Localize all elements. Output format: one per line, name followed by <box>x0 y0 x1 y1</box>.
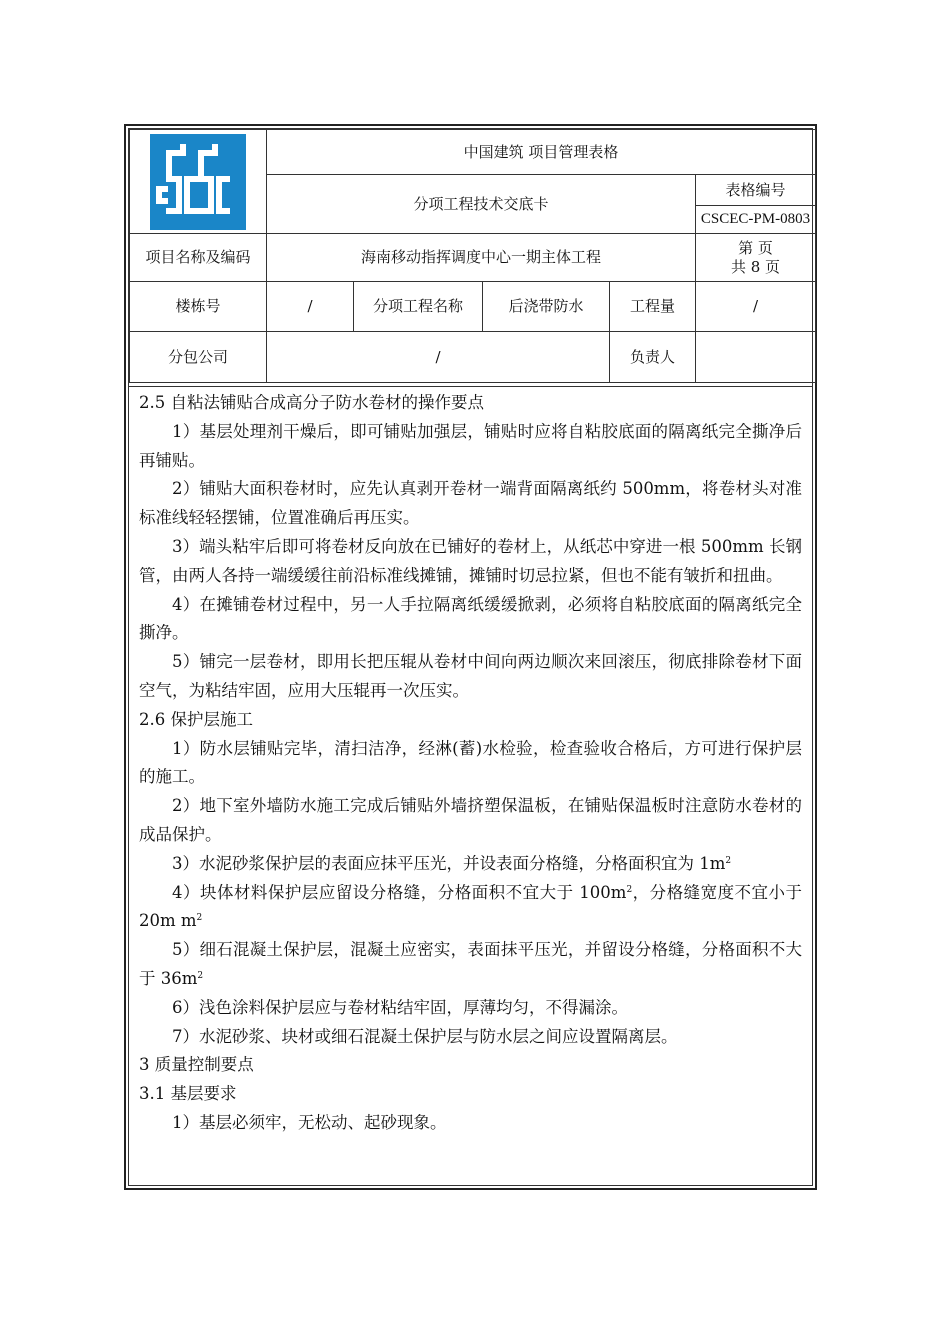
form-number: CSCEC-PM-0803 <box>696 206 816 234</box>
page-info <box>696 234 816 282</box>
project-value: 海南移动指挥调度中心一期主体工程 <box>267 234 696 282</box>
heading-2-5: 2.5 自粘法铺贴合成高分子防水卷材的操作要点 <box>139 393 484 412</box>
content-body <box>129 386 812 1185</box>
building-value: / <box>267 282 354 332</box>
quantity-label: 工程量 <box>610 282 696 332</box>
quantity-value: / <box>696 282 816 332</box>
header-table <box>129 129 816 383</box>
form-inner <box>128 128 813 1186</box>
paragraph-text: 4）块体材料保护层应留设分格缝，分格面积不宜大于 100m <box>172 882 627 902</box>
cscec-logo-icon <box>155 139 241 225</box>
cscec-logo <box>150 134 246 230</box>
company-form-title: 中国建筑 项目管理表格 <box>267 130 816 175</box>
logo-cell <box>130 130 267 234</box>
paragraph: 4）在摊铺卷材过程中，另一人手拉隔离纸缓缓掀剥，必须将自粘胶底面的隔离纸完全撕净。 <box>139 594 802 643</box>
form-frame <box>124 124 817 1190</box>
person-label: 负责人 <box>610 332 696 383</box>
superscript: 2 <box>197 970 204 981</box>
subcontractor-value: / <box>267 332 610 383</box>
paragraph: 7）水泥砂浆、块材或细石混凝土保护层与防水层之间应设置隔离层。 <box>172 1026 678 1046</box>
subcontractor-label: 分包公司 <box>130 332 267 383</box>
paragraph: 1）防水层铺贴完毕，清扫洁净，经淋(蓄)水检验，检查验收合格后，方可进行保护层的施工。 <box>139 738 802 787</box>
page-label: 第 页 <box>738 238 773 257</box>
paragraph: 1）基层必须牢，无松动、起砂现象。 <box>172 1112 447 1132</box>
heading-3: 3 质量控制要点 <box>139 1055 254 1075</box>
heading-3-1: 3.1 基层要求 <box>139 1084 237 1104</box>
paragraph: 1）基层处理剂干燥后，即可铺贴加强层，铺贴时应将自粘胶底面的隔离纸完全撕净后再铺贴。 <box>139 421 802 470</box>
heading-2-6: 2.6 保护层施工 <box>139 709 253 729</box>
paragraph-text: 5）细石混凝土保护层，混凝土应密实，表面抹平压光，并留设分格缝，分格面积不大于 36m <box>139 940 802 988</box>
subitem-label: 分项工程名称 <box>354 282 483 332</box>
project-label: 项目名称及编码 <box>130 234 267 282</box>
paragraph: 3）端头粘牢后即可将卷材反向放在已铺好的卷材上，从纸芯中穿进一根 500mm 长钢管，由两人各持一端缓缓往前沿标准线摊铺，摊铺时切忌拉紧，但也不能有皱折和扭曲。 <box>139 536 802 585</box>
superscript: 2 <box>196 913 203 924</box>
paragraph: 2）地下室外墙防水施工完成后铺贴外墙挤塑保温板，在铺贴保温板时注意防水卷材的成品保护。 <box>139 796 802 844</box>
building-label: 楼栋号 <box>130 282 267 332</box>
person-value <box>696 332 816 383</box>
paragraph <box>139 879 802 937</box>
superscript: 2 <box>626 884 633 895</box>
page-total: 共 8 页 <box>730 257 781 276</box>
paragraph <box>139 936 802 994</box>
form-name: 分项工程技术交底卡 <box>267 175 696 234</box>
paragraph: 6）浅色涂料保护层应与卷材粘结牢固，厚薄均匀，不得漏涂。 <box>172 997 628 1017</box>
subitem-value: 后浇带防水 <box>483 282 610 332</box>
form-number-label: 表格编号 <box>696 175 816 206</box>
paragraph: 2）铺贴大面积卷材时，应先认真剥开卷材一端背面隔离纸约 500mm，将卷材头对准标准线轻轻摆铺，位置准确后再压实。 <box>139 479 802 528</box>
paragraph: 5）铺完一层卷材，即用长把压辊从卷材中间向两边顺次来回滚压，彻底排除卷材下面空气，为粘结牢固，应用大压辊再一次压实。 <box>139 652 802 700</box>
paragraph <box>139 850 802 879</box>
paragraph-text: 3）水泥砂浆保护层的表面应抹平压光，并设表面分格缝，分格面积宜为 1m <box>172 853 726 873</box>
paragraph-text: ，分格缝宽度不宜小于 20m m <box>139 882 802 931</box>
superscript: 2 <box>725 855 732 866</box>
